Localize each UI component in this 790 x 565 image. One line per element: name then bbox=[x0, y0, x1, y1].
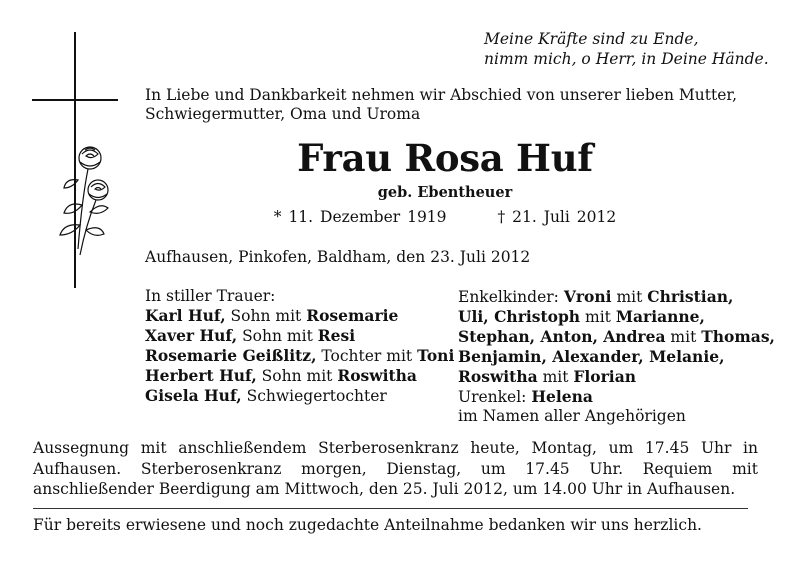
intro-line-2: Schwiegermutter, Oma und Uroma bbox=[145, 105, 421, 123]
great-grandchildren-row: Urenkel: Helena bbox=[458, 387, 593, 406]
mourner-row: Rosemarie Geißlitz, Tochter mit Toni bbox=[145, 346, 455, 365]
motto-line-1: Meine Kräfte sind zu Ende, bbox=[484, 30, 699, 48]
grandchildren-row: Uli, Christoph mit Marianne, bbox=[458, 307, 705, 326]
on-behalf-line: im Namen aller Angehörigen bbox=[458, 407, 686, 425]
death-date: † 21. Juli 2012 bbox=[497, 208, 617, 226]
grandchildren-row: Benjamin, Alexander, Melanie, bbox=[458, 347, 725, 366]
intro-line-1: In Liebe und Dankbarkeit nehmen wir Abschied von unserer lieben Mutter, bbox=[145, 86, 737, 104]
mourner-row: Herbert Huf, Sohn mit Roswitha bbox=[145, 366, 417, 385]
life-dates bbox=[145, 208, 745, 226]
place-date: Aufhausen, Pinkofen, Baldham, den 23. Juli 2012 bbox=[145, 248, 531, 266]
grandchildren-row: Roswitha mit Florian bbox=[458, 367, 637, 386]
mourners-left bbox=[145, 287, 454, 406]
grandchildren-row: Stephan, Anton, Andrea mit Thomas, bbox=[458, 327, 775, 346]
mourner-row: Gisela Huf, Schwiegertochter bbox=[145, 386, 387, 405]
motto-line-2: nimm mich, o Herr, in Deine Hände. bbox=[484, 50, 769, 68]
mourner-row: Xaver Huf, Sohn mit Resi bbox=[145, 326, 356, 345]
mourner-row: Karl Huf, Sohn mit Rosemarie bbox=[145, 306, 399, 325]
funeral-announcement: Aussegnung mit anschließendem Sterberosenkranz heute, Montag, um 17.45 Uhr in Aufhausen. Sterberosenkranz morgen, Dienstag, um 17.45 Uhr. Requiem mit anschließender Beerdigung am Mittwoch, den 25. Juli 2012, um 14.00 Uhr in Aufhausen. bbox=[33, 439, 758, 498]
thanks-footer: Für bereits erwiesene und noch zugedachte Anteilnahme bedanken wir uns herzlich. bbox=[33, 516, 702, 534]
mourners-heading: In stiller Trauer: bbox=[145, 287, 276, 305]
deceased-name: Frau Rosa Huf bbox=[297, 136, 593, 180]
birth-name: geb. Ebentheuer bbox=[377, 184, 513, 201]
divider bbox=[33, 508, 748, 509]
mourners-right bbox=[458, 287, 775, 426]
birth-date: * 11. Dezember 1919 bbox=[273, 208, 447, 226]
cross-with-roses-icon bbox=[30, 30, 125, 290]
grandchildren-row: Enkelkinder: Vroni mit Christian, bbox=[458, 287, 734, 306]
